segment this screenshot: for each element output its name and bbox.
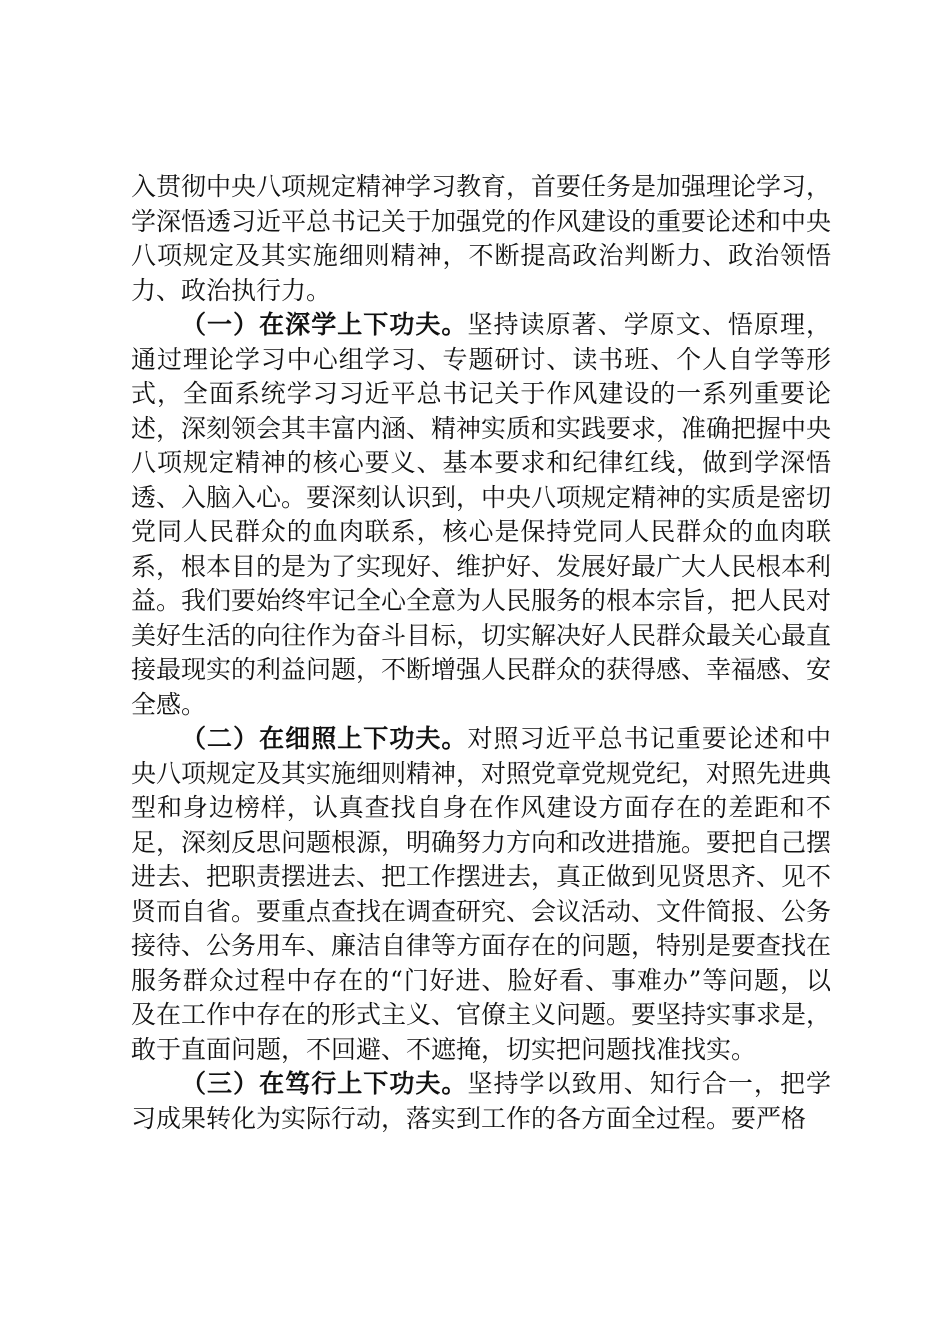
section-heading: （二）在细照上下功夫。 bbox=[181, 724, 468, 753]
paragraph-intro bbox=[131, 170, 831, 308]
paragraph-section-3 bbox=[131, 1067, 831, 1136]
paragraph-section-1 bbox=[131, 308, 831, 722]
paragraph-text: 坚持读原著、学原文、悟原理，通过理论学习中心组学习、专题研讨、读书班、个人自学等形式，全面系统学习习近平总书记关于作风建设的一系列重要论述，深刻领会其丰富内涵、精神实质和实践要求，准确把握中央八项规定精神的核心要义、基本要求和纪律红线，做到学深悟透、入脑入心。要深刻认识到，中央八项规定精神的实质是密切党同人民群众的血肉联系，核心是保持党同人民群众的血肉联系，根本目的是为了实现好、维护好、发展好最广大人民根本利益。我们要始终牢记全心全意为人民服务的根本宗旨，把人民对美好生活的向往作为奋斗目标，切实解决好人民群众最关心最直接最现实的利益问题，不断增强人民群众的获得感、幸福感、安全感。 bbox=[131, 310, 832, 719]
section-heading: （一）在深学上下功夫。 bbox=[181, 310, 468, 339]
paragraph-text: 坚持学以致用、知行合一，把学习成果转化为实际行动，落实到工作的各方面全过程。要严格 bbox=[131, 1069, 831, 1133]
document-page bbox=[131, 170, 831, 1136]
paragraph-text: 入贯彻中央八项规定精神学习教育，首要任务是加强理论学习，学深悟透习近平总书记关于加强党的作风建设的重要论述和中央八项规定及其实施细则精神，不断提高政治判断力、政治领悟力、政治执行力。 bbox=[131, 172, 832, 305]
section-heading: （三）在笃行上下功夫。 bbox=[181, 1069, 468, 1098]
paragraph-section-2 bbox=[131, 722, 831, 1067]
paragraph-text: 对照习近平总书记重要论述和中央八项规定及其实施细则精神，对照党章党规党纪，对照先进典型和身边榜样，认真查找自身在作风建设方面存在的差距和不足，深刻反思问题根源，明确努力方向和改进措施。要把自己摆进去、把职责摆进去、把工作摆进去，真正做到见贤思齐、见不贤而自省。要重点查找在调查研究、会议活动、文件简报、公务接待、公务用车、廉洁自律等方面存在的问题，特别是要查找在服务群众过程中存在的“门好进、脸好看、事难办”等问题，以及在工作中存在的形式主义、官僚主义问题。要坚持实事求是，敢于直面问题，不回避、不遮掩，切实把问题找准找实。 bbox=[131, 724, 832, 1064]
